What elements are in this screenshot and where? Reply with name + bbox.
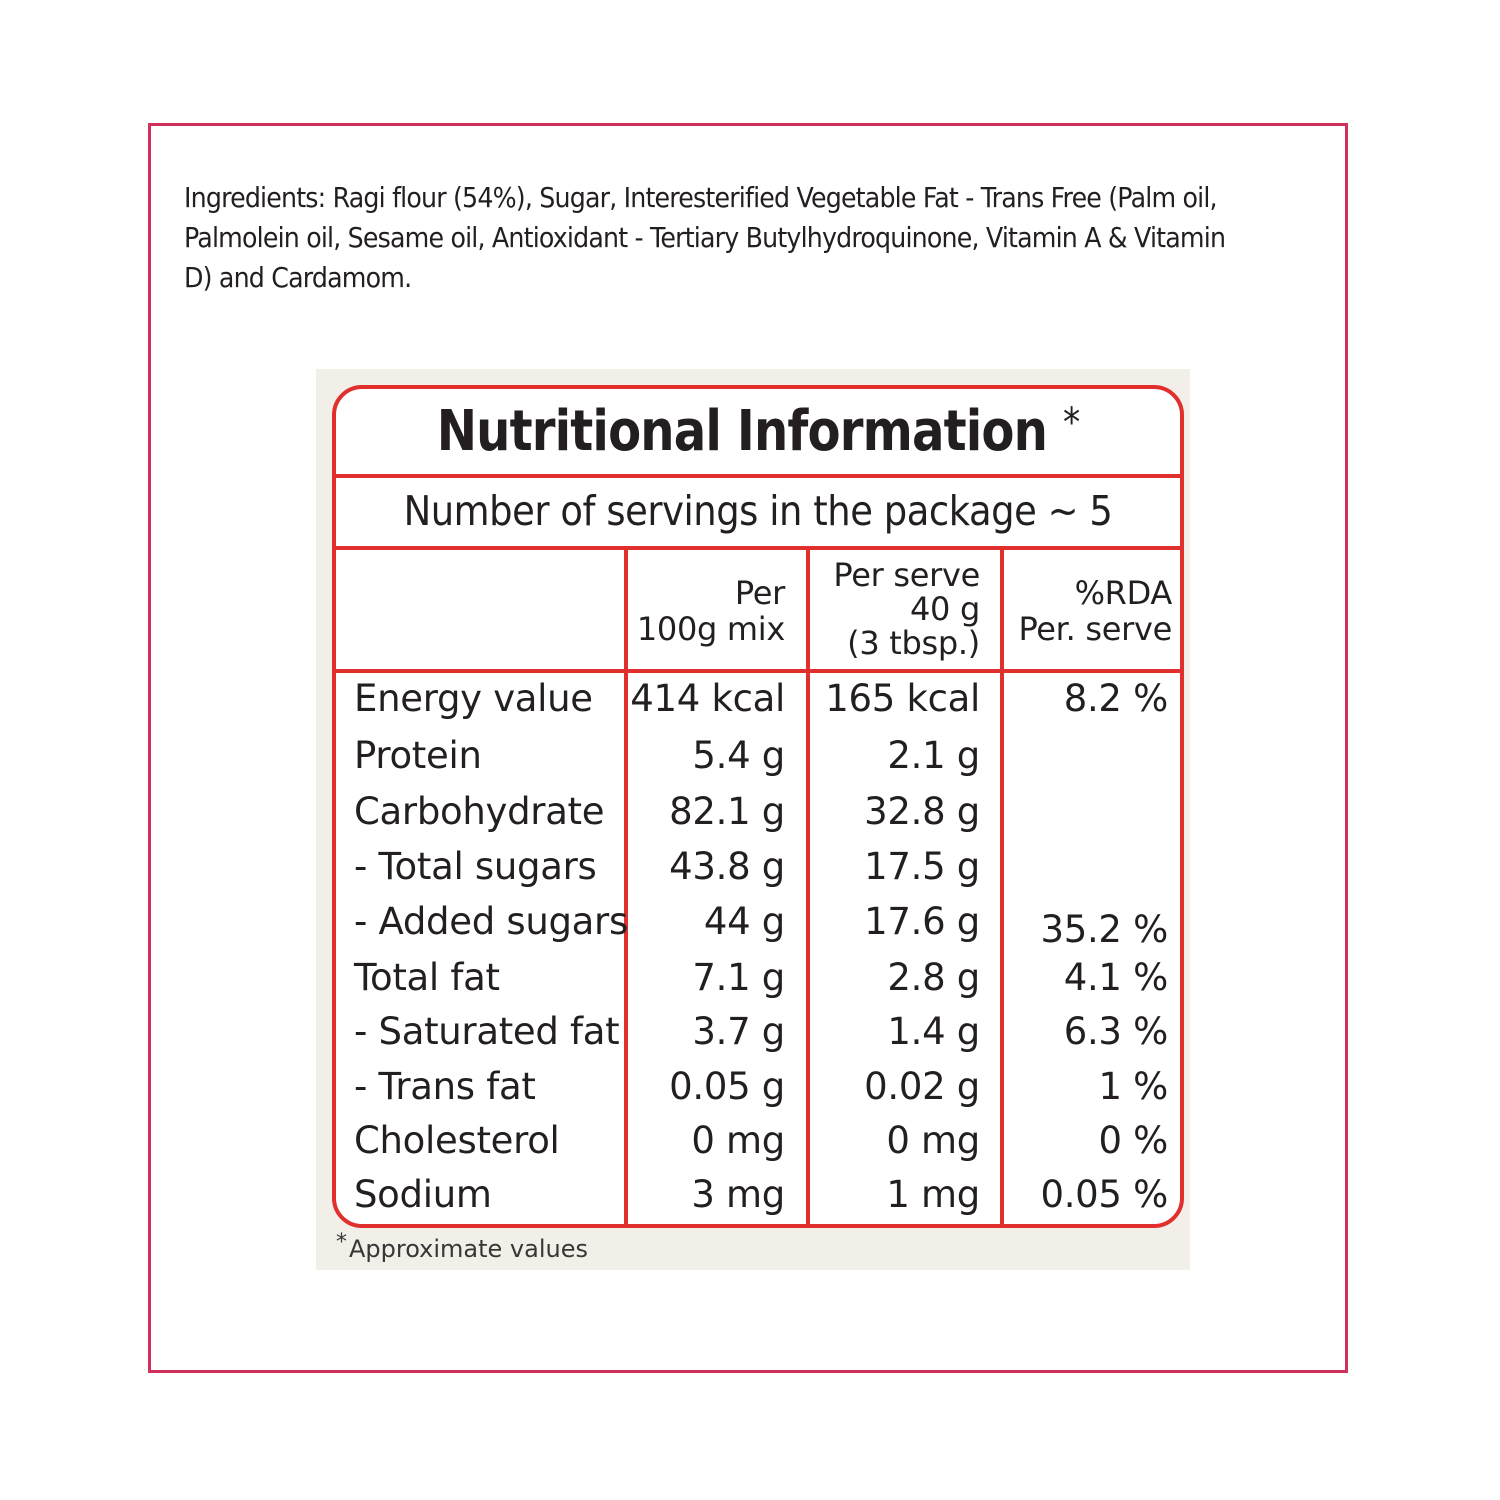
value-per-100g: 0.05 g xyxy=(669,1065,785,1108)
table-title xyxy=(395,399,1121,464)
value-per-serve: 1 mg xyxy=(886,1173,980,1216)
value-per-100g: 7.1 g xyxy=(692,956,785,999)
divider-servings xyxy=(336,546,1180,550)
footnote-text: Approximate values xyxy=(349,1235,588,1263)
header-per-serve-line2: 40 g xyxy=(909,590,980,628)
header-per-100g xyxy=(615,575,785,647)
value-rda: 1 % xyxy=(1098,1065,1168,1108)
nutrient-name: - Total sugars xyxy=(354,845,597,888)
value-per-serve: 2.8 g xyxy=(887,956,980,999)
value-rda: 35.2 % xyxy=(1040,908,1168,951)
value-per-100g: 3.7 g xyxy=(692,1010,785,1053)
value-rda: 6.3 % xyxy=(1063,1010,1168,1053)
header-per-serve-line1: Per serve xyxy=(833,556,980,594)
footnote xyxy=(336,1230,588,1263)
value-per-serve: 17.6 g xyxy=(864,900,980,943)
header-per-100g-line1: Per xyxy=(734,574,785,612)
value-per-100g: 82.1 g xyxy=(669,790,785,833)
nutrient-name: Energy value xyxy=(354,677,593,720)
nutrient-name: Sodium xyxy=(354,1173,492,1216)
nutrient-name: - Trans fat xyxy=(354,1065,536,1108)
header-per-serve xyxy=(790,557,980,661)
servings-count: Number of servings in the package ~ 5 xyxy=(403,487,1113,535)
footnote-mark: * xyxy=(336,1230,347,1255)
nutrition-table xyxy=(332,385,1184,1228)
value-per-100g: 5.4 g xyxy=(692,734,785,777)
table-title-mark: * xyxy=(1062,400,1080,446)
nutrient-name: - Added sugars xyxy=(354,900,628,943)
value-per-100g: 414 kcal xyxy=(630,677,785,720)
nutrient-name: Cholesterol xyxy=(354,1119,560,1162)
nutrient-name: Protein xyxy=(354,734,482,777)
value-rda: 0 % xyxy=(1098,1119,1168,1162)
nutrient-name: Total fat xyxy=(354,956,500,999)
value-rda: 8.2 % xyxy=(1063,677,1168,720)
header-rda xyxy=(992,575,1172,647)
value-per-serve: 1.4 g xyxy=(887,1010,980,1053)
value-rda: 4.1 % xyxy=(1063,956,1168,999)
nutrient-name: - Saturated fat xyxy=(354,1010,620,1053)
value-per-serve: 0 mg xyxy=(886,1119,980,1162)
divider-header xyxy=(336,669,1180,673)
value-per-100g: 43.8 g xyxy=(669,845,785,888)
header-rda-line1: %RDA xyxy=(1074,574,1172,612)
ingredients-list: Ragi flour (54%), Sugar, Interesterified Vegetable Fat - Trans Free (Palm oil, Palmolein oil, Sesame oil, Antioxidant - Tertiary Butylhydroquinone, Vitamin A & Vitamin D) and Cardamom. xyxy=(184,182,1226,294)
value-rda: 0.05 % xyxy=(1040,1173,1168,1216)
ingredients-label: Ingredients: xyxy=(184,182,326,214)
table-title-text: Nutritional Information xyxy=(436,399,1048,464)
value-per-serve: 2.1 g xyxy=(887,734,980,777)
value-per-serve: 165 kcal xyxy=(825,677,980,720)
header-per-serve-line3: (3 tbsp.) xyxy=(847,624,980,662)
header-rda-line2: Per. serve xyxy=(1018,610,1172,648)
nutrient-name: Carbohydrate xyxy=(354,790,605,833)
value-per-100g: 0 mg xyxy=(691,1119,785,1162)
value-per-100g: 44 g xyxy=(703,900,785,943)
value-per-serve: 32.8 g xyxy=(864,790,980,833)
value-per-serve: 0.02 g xyxy=(864,1065,980,1108)
divider-title xyxy=(336,474,1180,478)
value-per-serve: 17.5 g xyxy=(864,845,980,888)
ingredients-text xyxy=(184,178,1242,298)
value-per-100g: 3 mg xyxy=(691,1173,785,1216)
header-per-100g-line2: 100g mix xyxy=(636,610,785,648)
